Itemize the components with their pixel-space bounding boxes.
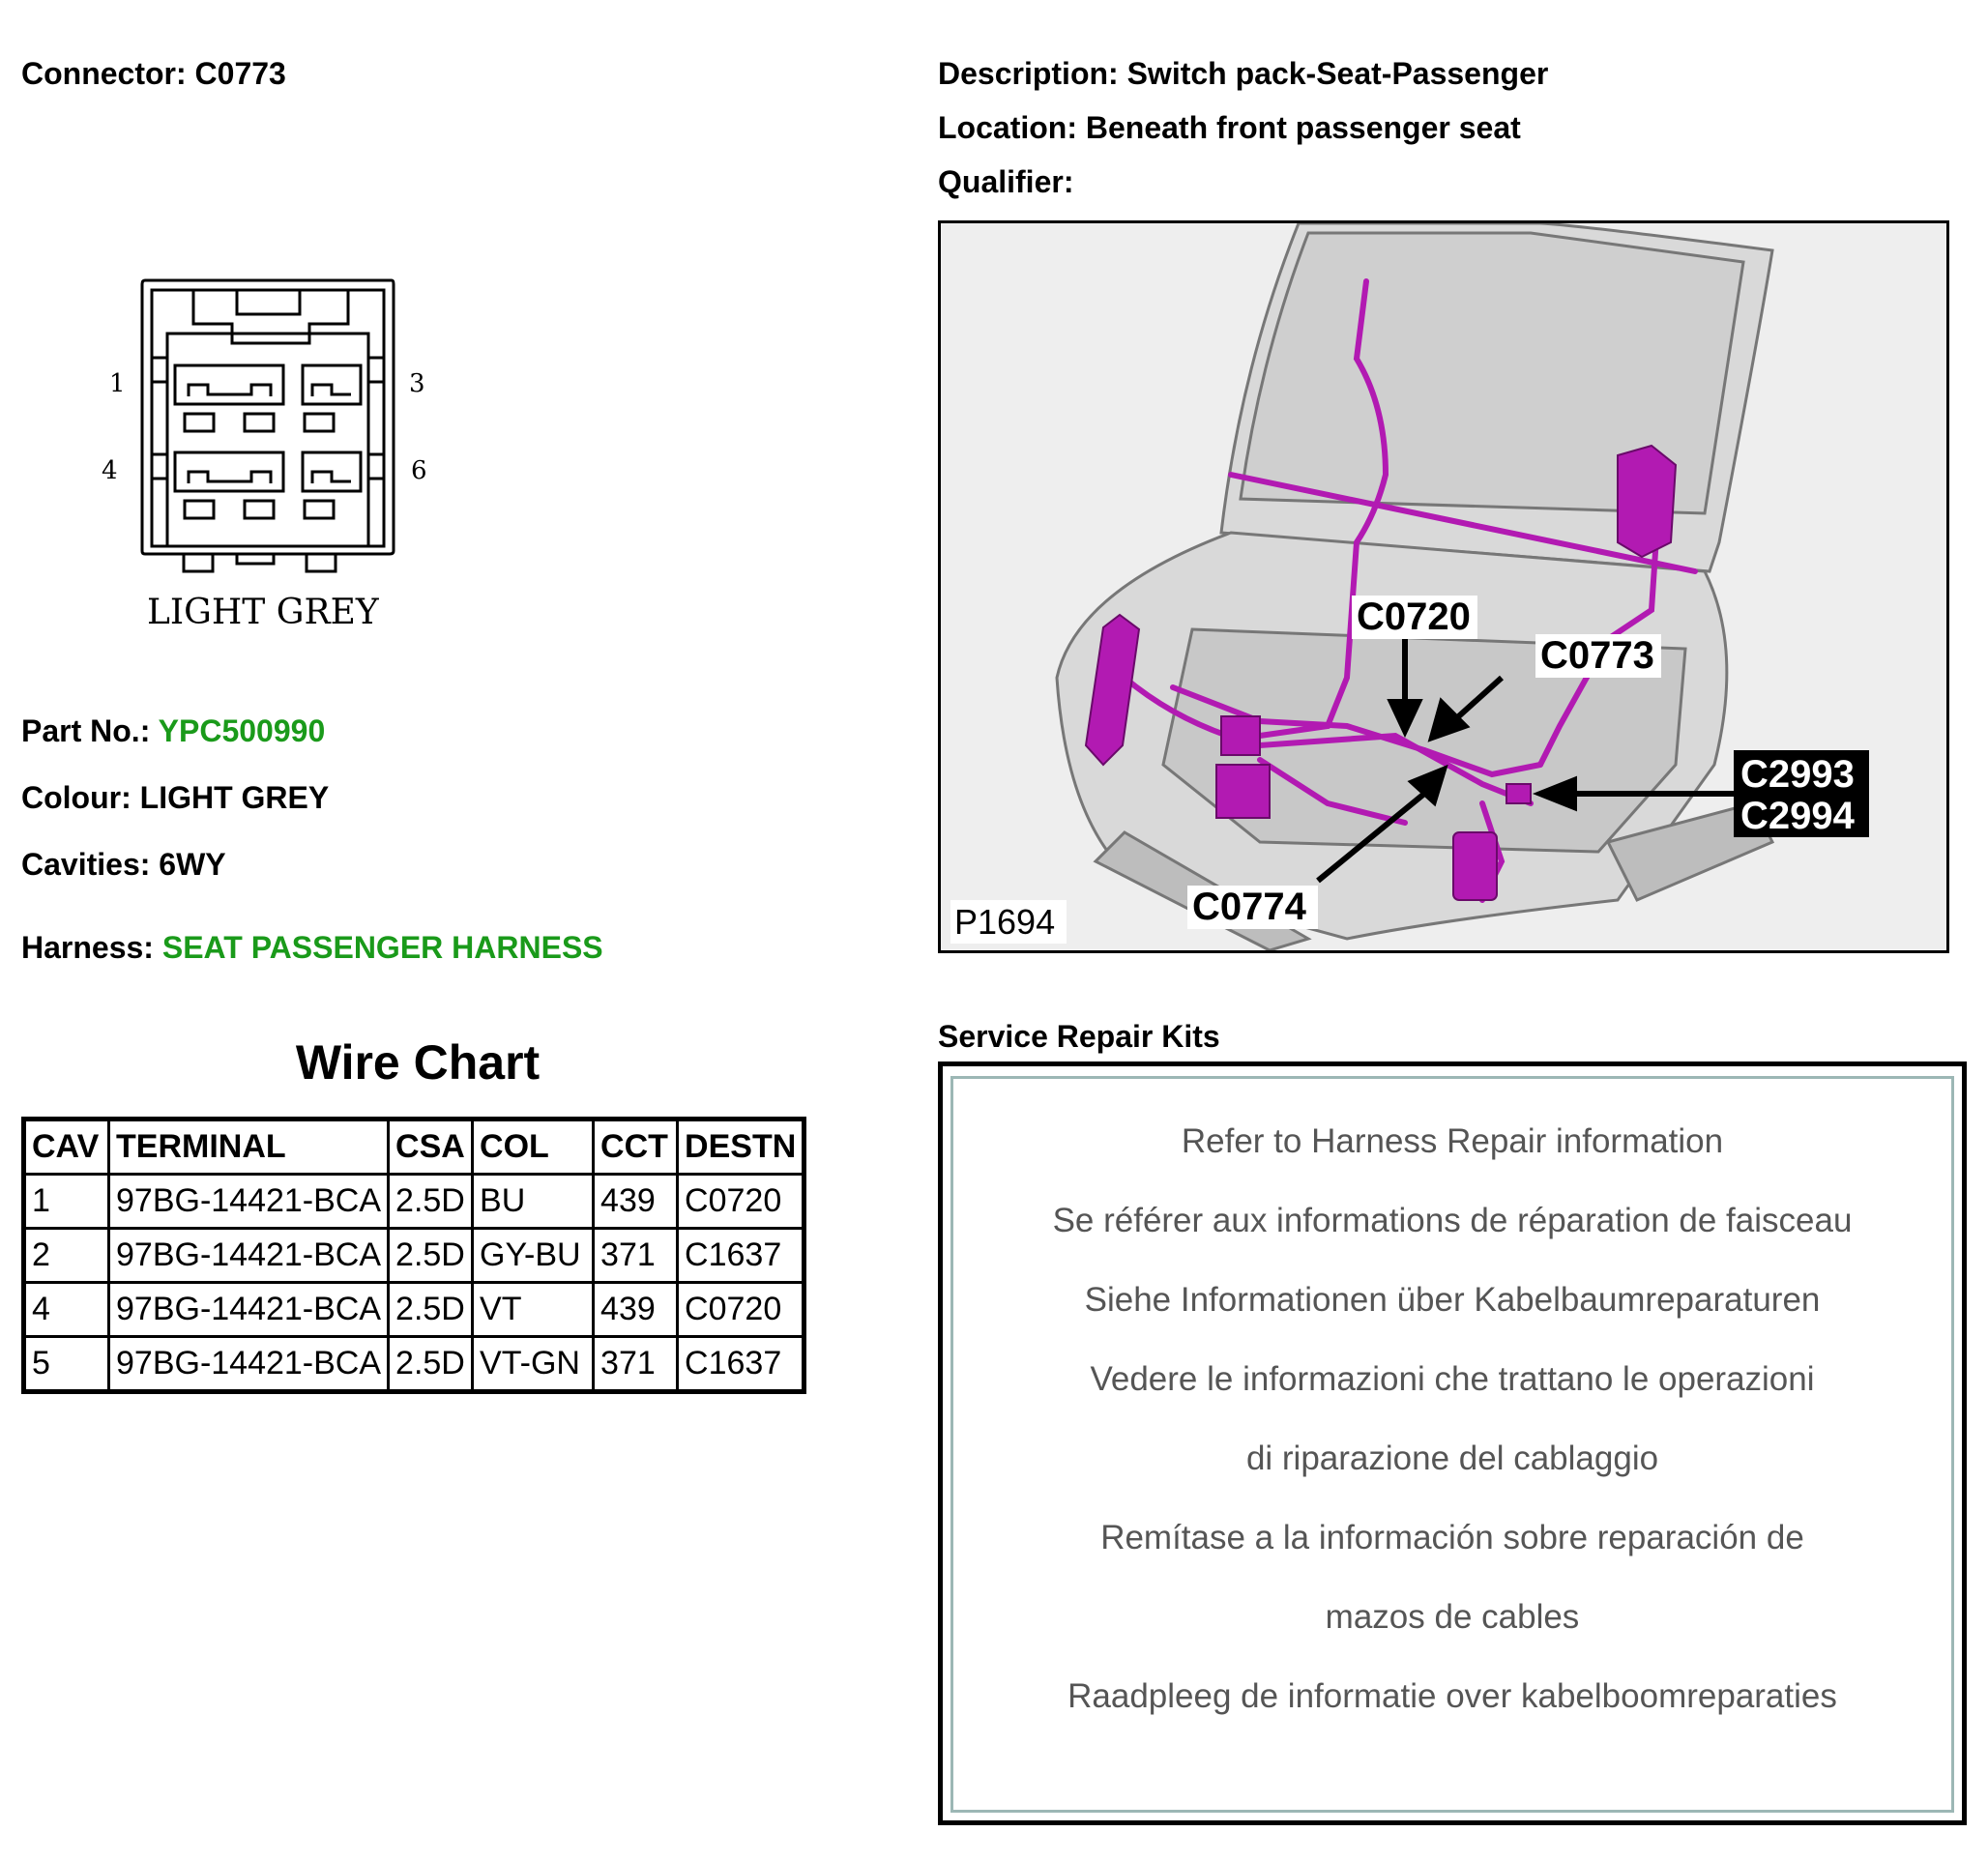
callout-c0774: C0774 bbox=[1192, 886, 1306, 928]
cell-col: VT-GN bbox=[473, 1337, 594, 1392]
table-row bbox=[24, 1337, 804, 1392]
connector-value: C0773 bbox=[194, 56, 286, 91]
callout-c2993: C2993 bbox=[1740, 753, 1855, 796]
cell-terminal: 97BG-14421-BCA bbox=[109, 1337, 389, 1392]
cell-destn: C0720 bbox=[678, 1283, 804, 1337]
cell-csa: 2.5D bbox=[389, 1229, 473, 1283]
header-destn: DESTN bbox=[678, 1120, 804, 1175]
cell-csa: 2.5D bbox=[389, 1283, 473, 1337]
service-repair-kits-title: Service Repair Kits bbox=[938, 1019, 1220, 1054]
wire-chart-title: Wire Chart bbox=[295, 1035, 541, 1090]
cell-cav: 2 bbox=[24, 1229, 109, 1283]
callout-c0773: C0773 bbox=[1540, 634, 1654, 677]
cell-cav: 5 bbox=[24, 1337, 109, 1392]
table-row bbox=[24, 1283, 804, 1337]
callout-c2994: C2994 bbox=[1740, 795, 1855, 837]
cell-cct: 439 bbox=[594, 1175, 678, 1229]
service-repair-kits-inner bbox=[950, 1076, 1954, 1813]
location-picture bbox=[938, 220, 1949, 953]
location-label: Location: bbox=[938, 110, 1077, 145]
cell-col: BU bbox=[473, 1175, 594, 1229]
table-row bbox=[24, 1175, 804, 1229]
harness-field bbox=[21, 930, 603, 966]
repair-line-de: Siehe Informationen über Kabelbaumreparaturen bbox=[1084, 1281, 1821, 1319]
service-repair-kits-box bbox=[938, 1061, 1967, 1825]
cell-terminal: 97BG-14421-BCA bbox=[109, 1175, 389, 1229]
header-cct: CCT bbox=[594, 1120, 678, 1175]
pin-label-1: 1 bbox=[109, 369, 126, 398]
cell-cav: 4 bbox=[24, 1283, 109, 1337]
location-field bbox=[938, 110, 1521, 146]
pin-label-3: 3 bbox=[409, 369, 425, 398]
pin-label-6: 6 bbox=[411, 456, 427, 485]
description-value: Switch pack-Seat-Passenger bbox=[1126, 56, 1549, 91]
header-csa: CSA bbox=[389, 1120, 473, 1175]
qualifier-field bbox=[938, 164, 1073, 200]
seat-illustration bbox=[941, 223, 1946, 950]
repair-line-fr: Se référer aux informations de réparation de faisceau bbox=[1052, 1202, 1853, 1239]
cavities-label: Cavities: bbox=[21, 847, 151, 882]
figure-id: P1694 bbox=[954, 902, 1056, 942]
cell-col: GY-BU bbox=[473, 1229, 594, 1283]
description-label: Description: bbox=[938, 56, 1119, 91]
cell-cct: 371 bbox=[594, 1229, 678, 1283]
repair-line-en: Refer to Harness Repair information bbox=[1181, 1122, 1724, 1160]
header-cav: CAV bbox=[24, 1120, 109, 1175]
cell-destn: C1637 bbox=[678, 1337, 804, 1392]
colour-caption: LIGHT GREY bbox=[147, 593, 379, 632]
pin-label-4: 4 bbox=[102, 456, 118, 485]
repair-line-nl: Raadpleeg de informatie over kabelboomreparaties bbox=[1067, 1677, 1837, 1715]
cell-cct: 371 bbox=[594, 1337, 678, 1392]
colour-label: Colour: bbox=[21, 780, 132, 815]
cell-terminal: 97BG-14421-BCA bbox=[109, 1229, 389, 1283]
cell-cct: 439 bbox=[594, 1283, 678, 1337]
wire-chart-header-row bbox=[24, 1120, 804, 1175]
part-no-value[interactable]: YPC500990 bbox=[158, 713, 326, 748]
cell-destn: C1637 bbox=[678, 1229, 804, 1283]
callout-c0720: C0720 bbox=[1357, 596, 1471, 638]
description-field bbox=[938, 56, 1548, 92]
location-value: Beneath front passenger seat bbox=[1085, 110, 1521, 145]
harness-label: Harness: bbox=[21, 930, 154, 965]
colour-value: LIGHT GREY bbox=[139, 780, 330, 815]
repair-line-it-2: di riparazione del cablaggio bbox=[1245, 1439, 1659, 1477]
harness-value[interactable]: SEAT PASSENGER HARNESS bbox=[161, 930, 603, 965]
cell-terminal: 97BG-14421-BCA bbox=[109, 1283, 389, 1337]
table-row bbox=[24, 1229, 804, 1283]
header-col: COL bbox=[473, 1120, 594, 1175]
repair-line-es-2: mazos de cables bbox=[1325, 1598, 1580, 1636]
cell-csa: 2.5D bbox=[389, 1175, 473, 1229]
repair-line-es-1: Remítase a la información sobre reparación de bbox=[1100, 1519, 1804, 1556]
repair-line-it-1: Vedere le informazioni che trattano le operazioni bbox=[1090, 1360, 1815, 1398]
colour-field bbox=[21, 780, 329, 816]
connector-face-diagram bbox=[92, 271, 459, 638]
cell-destn: C0720 bbox=[678, 1175, 804, 1229]
connector-field bbox=[21, 56, 286, 92]
cell-cav: 1 bbox=[24, 1175, 109, 1229]
wire-chart-table bbox=[21, 1117, 806, 1394]
cavities-value: 6WY bbox=[159, 847, 226, 882]
part-no-field bbox=[21, 713, 325, 749]
part-no-label: Part No.: bbox=[21, 713, 151, 748]
connector-label: Connector: bbox=[21, 56, 187, 91]
header-terminal: TERMINAL bbox=[109, 1120, 389, 1175]
cell-csa: 2.5D bbox=[389, 1337, 473, 1392]
cell-col: VT bbox=[473, 1283, 594, 1337]
cavities-field bbox=[21, 847, 226, 883]
qualifier-label: Qualifier: bbox=[938, 164, 1074, 199]
